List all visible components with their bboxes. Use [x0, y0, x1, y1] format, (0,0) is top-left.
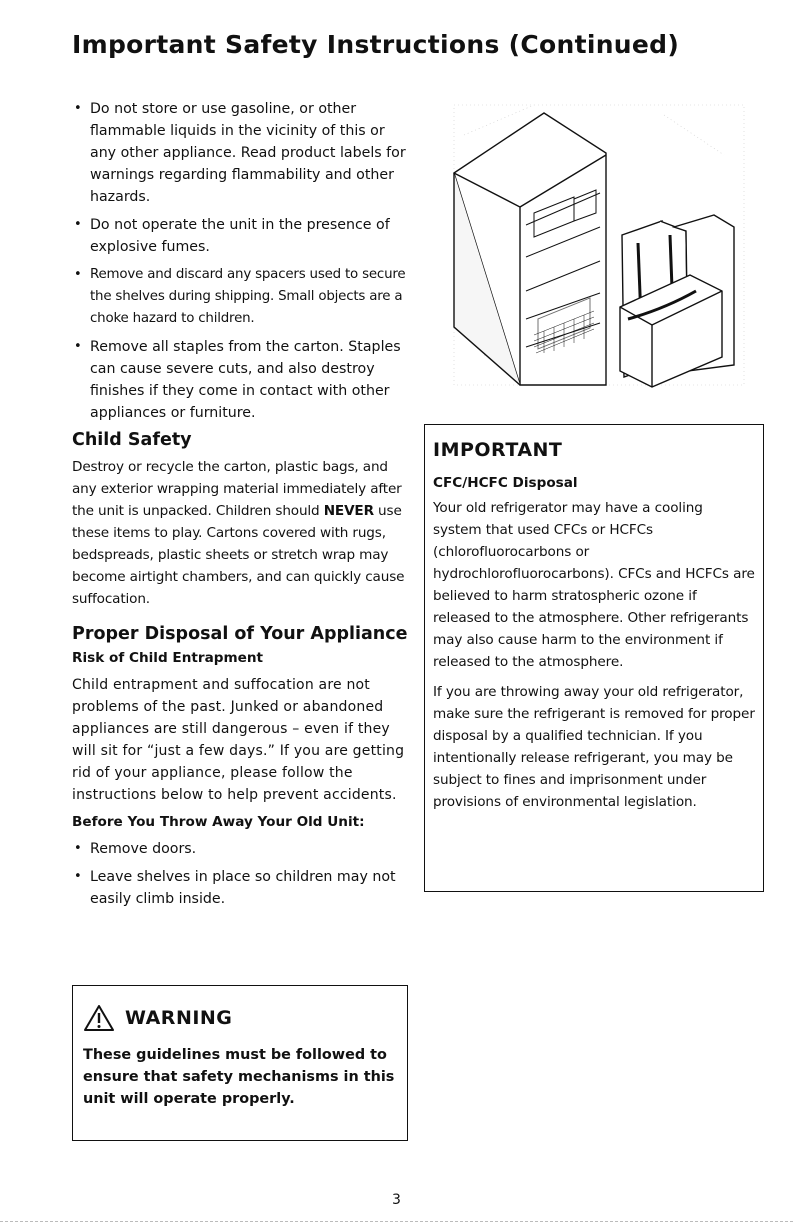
child-safety-text [72, 456, 408, 610]
warning-text: These guidelines must be followed to ensure that safety mechanisms in this unit will operate properly. [83, 1047, 395, 1107]
bullet-staples: • Remove all staples from the carton. Staples can cause severe cuts, and also destroy finishes if they come in contact with other appliances or furniture. [72, 336, 408, 424]
important-title: IMPORTANT [433, 439, 563, 461]
bullet-leave-shelves: • Leave shelves in place so children may not easily climb inside. [72, 866, 408, 910]
never-emphasis: NEVER [323, 503, 374, 519]
child-safety-text-before: Destroy or recycle the carton, plastic bags, and any exterior wrapping material immediately after the unit is unpacked. Children should [72, 459, 402, 519]
before-throw-away-heading: Before You Throw Away Your Old Unit: [72, 814, 365, 830]
disposal-heading: Proper Disposal of Your Appliance [72, 624, 408, 644]
disposal-bullet-list [72, 838, 408, 910]
warning-triangle-icon [83, 1004, 115, 1032]
fridge-body [454, 113, 606, 385]
child-entrapment-heading: Risk of Child Entrapment [72, 650, 264, 666]
page-title: Important Safety Instructions (Continued) [72, 30, 680, 59]
cfc-paragraph-2: If you are throwing away your old refrigerator, make sure the refrigerant is removed for proper disposal by a qualified technician. If you intentionally release refrigerant, you may be subject to fines and imprisonment under provisions of environmental legislation. [433, 684, 755, 810]
safety-bullet-list [72, 98, 408, 424]
child-entrapment-text: Child entrapment and suffocation are not problems of the past. Junked or abandoned appliances are still dangerous – even if they will sit for “just a few days.” If you are getting rid of your appliance, please follow the instructions below to help prevent accidents. [72, 677, 405, 803]
bullet-gasoline: • Do not store or use gasoline, or other flammable liquids in the vicinity of this or any other appliance. Read product labels for warnings regarding flammability and other hazards. [72, 98, 408, 208]
bullet-spacers: • Remove and discard any spacers used to secure the shelves during shipping. Small objects are a choke hazard to children. [72, 264, 408, 330]
warning-box [72, 985, 408, 1141]
child-safety-text-after: use these items to play. Cartons covered with rugs, bedspreads, plastic sheets or stretch wrap may become airtight chambers, and can quickly cause suffocation. [72, 503, 405, 607]
page-number: 3 [392, 1192, 401, 1208]
warning-header [83, 1004, 397, 1032]
child-safety-heading: Child Safety [72, 430, 192, 450]
bullet-explosive-fumes: • Do not operate the unit in the presence of explosive fumes. [72, 214, 408, 258]
bullet-remove-doors: • Remove doors. [72, 838, 408, 860]
cfc-paragraph-1: Your old refrigerator may have a cooling system that used CFCs or HCFCs (chlorofluorocarbons or hydrochlorofluorocarbons). CFCs and HCFCs are believed to harm stratospheric ozone if released to the atmosphere. Other refrigerants may also cause harm to the environment if released to the atmosphere. [433, 500, 755, 670]
refrigerator-illustration [424, 95, 764, 395]
left-column [72, 98, 408, 916]
bottom-divider [0, 1221, 793, 1222]
cfc-disposal-heading: CFC/HCFC Disposal [433, 475, 578, 491]
important-box [424, 424, 764, 892]
warning-title: WARNING [125, 1007, 233, 1029]
